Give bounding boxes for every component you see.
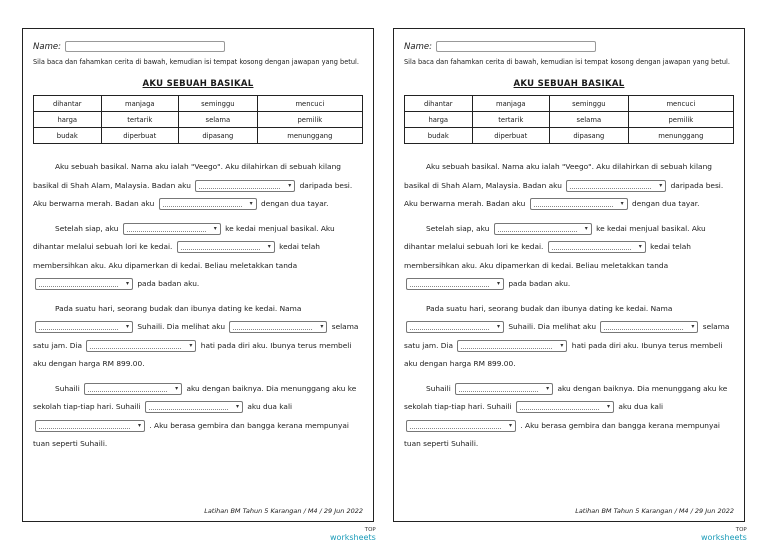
chevron-down-icon: ▾: [620, 200, 624, 207]
brand-logo: [701, 526, 747, 542]
chevron-down-icon: ▾: [288, 181, 292, 189]
worksheet-right: [393, 28, 745, 522]
chevron-down-icon: ▾: [659, 181, 663, 189]
brand-logo: [330, 526, 376, 542]
word-cell: mencuci: [628, 96, 733, 112]
footer-text: Latihan BM Tahun 5 Karangan / M4 / 29 Jun 2022: [575, 507, 734, 515]
word-cell: menunggang: [628, 128, 733, 144]
answer-dropdown[interactable]: [35, 420, 145, 432]
answer-dropdown[interactable]: [548, 241, 646, 253]
footer-text: Latihan BM Tahun 5 Karangan / M4 / 29 Jun 2022: [204, 507, 363, 515]
logo-name-text: worksheets: [701, 533, 747, 542]
chevron-down-icon: ▾: [125, 280, 129, 287]
story-text-segment: aku dua kali: [247, 402, 293, 411]
logo-top-text: TOP: [735, 527, 747, 533]
logo-name-text: worksheets: [330, 533, 376, 542]
answer-dropdown[interactable]: [406, 278, 504, 290]
story-text-segment: Aku sebuah basikal. Nama aku ialah "Veego". Aku dilahirkan di sebuah kilang basikal di Shah Alam, Malaysia. Badan aku: [404, 162, 712, 190]
chevron-down-icon: ▾: [213, 224, 217, 232]
story-text: [404, 158, 734, 454]
name-label: Name:: [404, 42, 432, 52]
word-cell: harga: [405, 112, 473, 128]
paragraph-4: [404, 380, 734, 454]
answer-dropdown[interactable]: [457, 340, 567, 352]
word-cell: tertarik: [472, 112, 549, 128]
answer-dropdown[interactable]: [494, 223, 592, 235]
name-label: Name:: [33, 42, 61, 52]
word-cell: pemilik: [628, 112, 733, 128]
paragraph-3: [33, 300, 363, 374]
word-cell: dihantar: [405, 96, 473, 112]
answer-dropdown[interactable]: [35, 321, 133, 333]
story-text-segment: ke kedai menjual basikal. Aku dihantar melalui sebuah lori ke kedai.: [33, 223, 335, 251]
paragraph-2: [404, 220, 734, 294]
word-cell: budak: [405, 128, 473, 144]
answer-dropdown[interactable]: [84, 383, 182, 395]
answer-dropdown[interactable]: [516, 401, 614, 413]
word-cell: mencuci: [257, 96, 362, 112]
answer-dropdown[interactable]: [35, 278, 133, 290]
story-text-segment: Pada suatu hari, seorang budak dan ibunya dating ke kedai. Nama: [55, 303, 302, 313]
story-text-segment: selama satu jam. Dia: [404, 322, 730, 350]
answer-dropdown[interactable]: [145, 401, 243, 413]
chevron-down-icon: ▾: [137, 421, 141, 429]
word-cell: selama: [550, 112, 629, 128]
story-text-segment: hati pada diri aku. Ibunya terus membeli aku dengan harga RM 899.00.: [404, 340, 723, 368]
word-cell: manjaga: [101, 96, 178, 112]
worksheet-left: [22, 28, 374, 522]
table-row: [405, 128, 734, 144]
story-text: [33, 158, 363, 454]
story-text-segment: selama satu jam. Dia: [33, 322, 359, 350]
answer-dropdown[interactable]: [530, 198, 628, 210]
chevron-down-icon: ▾: [607, 403, 611, 410]
chevron-down-icon: ▾: [691, 323, 695, 330]
word-cell: seminggu: [179, 96, 258, 112]
chevron-down-icon: ▾: [496, 280, 500, 287]
chevron-down-icon: ▾: [267, 243, 271, 250]
word-cell: manjaga: [472, 96, 549, 112]
chevron-down-icon: ▾: [496, 323, 500, 330]
table-row: [405, 112, 734, 128]
story-text-segment: Suhaili: [55, 383, 80, 393]
chevron-down-icon: ▾: [638, 243, 642, 250]
instruction-text: Sila baca dan fahamkan cerita di bawah, kemudian isi tempat kosong dengan jawapan yang betul.: [404, 58, 730, 66]
word-table: [33, 95, 363, 144]
answer-dropdown[interactable]: [566, 180, 666, 192]
word-cell: seminggu: [550, 96, 629, 112]
word-cell: budak: [34, 128, 102, 144]
instruction-text: Sila baca dan fahamkan cerita di bawah, kemudian isi tempat kosong dengan jawapan yang betul.: [33, 58, 359, 66]
story-text-segment: kedai telah membersihkan aku. Aku dipamerkan di kedai. Beliau meletakkan tanda: [404, 242, 691, 270]
chevron-down-icon: ▾: [125, 323, 129, 330]
chevron-down-icon: ▾: [508, 421, 512, 429]
story-text-segment: . Aku berasa gembira dan bangga kerana mempunyai tuan seperti Suhaili.: [33, 420, 349, 448]
word-cell: tertarik: [101, 112, 178, 128]
table-row: [34, 96, 363, 112]
story-text-segment: daripada besi. Aku berwarna merah. Badan aku: [33, 180, 353, 208]
story-text-segment: dengan dua tayar.: [261, 199, 329, 208]
answer-dropdown[interactable]: [123, 223, 221, 235]
story-text-segment: Setelah siap, aku: [426, 223, 490, 233]
name-field[interactable]: [436, 41, 596, 52]
story-text-segment: Suhaili: [426, 383, 451, 393]
chevron-down-icon: ▾: [175, 384, 179, 392]
story-text-segment: daripada besi. Aku berwarna merah. Badan aku: [404, 180, 724, 208]
paragraph-1: [33, 158, 363, 214]
chevron-down-icon: ▾: [546, 384, 550, 392]
word-cell: menunggang: [257, 128, 362, 144]
chevron-down-icon: ▾: [249, 200, 253, 207]
table-row: [34, 128, 363, 144]
table-row: [405, 96, 734, 112]
answer-dropdown[interactable]: [406, 420, 516, 432]
paragraph-2: [33, 220, 363, 294]
answer-dropdown[interactable]: [600, 321, 698, 333]
story-text-segment: . Aku berasa gembira dan bangga kerana mempunyai tuan seperti Suhaili.: [404, 420, 720, 448]
story-text-segment: Pada suatu hari, seorang budak dan ibunya dating ke kedai. Nama: [426, 303, 673, 313]
word-cell: dihantar: [34, 96, 102, 112]
story-text-segment: Setelah siap, aku: [55, 223, 119, 233]
name-field[interactable]: [65, 41, 225, 52]
story-text-segment: hati pada diri aku. Ibunya terus membeli aku dengan harga RM 899.00.: [33, 340, 352, 368]
paragraph-4: [33, 380, 363, 454]
paragraph-1: [404, 158, 734, 214]
story-text-segment: Suhaili. Dia melihat aku: [508, 322, 597, 331]
word-cell: selama: [179, 112, 258, 128]
table-row: [34, 112, 363, 128]
story-text-segment: aku dengan baiknya. Dia menunggang aku ke sekolah tiap-tiap hari. Suhaili: [33, 383, 357, 411]
answer-dropdown[interactable]: [159, 198, 257, 210]
chevron-down-icon: ▾: [189, 341, 193, 349]
chevron-down-icon: ▾: [560, 341, 564, 349]
word-cell: diperbuat: [101, 128, 178, 144]
chevron-down-icon: ▾: [320, 323, 324, 330]
answer-dropdown[interactable]: [455, 383, 553, 395]
name-row: [404, 41, 734, 52]
story-text-segment: pada badan aku.: [508, 279, 571, 288]
answer-dropdown[interactable]: [195, 180, 295, 192]
word-cell: pemilik: [257, 112, 362, 128]
story-text-segment: dengan dua tayar.: [632, 199, 700, 208]
story-text-segment: aku dengan baiknya. Dia menunggang aku ke sekolah tiap-tiap hari. Suhaili: [404, 383, 728, 411]
word-cell: harga: [34, 112, 102, 128]
story-text-segment: ke kedai menjual basikal. Aku dihantar melalui sebuah lori ke kedai.: [404, 223, 706, 251]
word-cell: diperbuat: [472, 128, 549, 144]
story-text-segment: kedai telah membersihkan aku. Aku dipamerkan di kedai. Beliau meletakkan tanda: [33, 242, 320, 270]
story-text-segment: aku dua kali: [618, 402, 664, 411]
chevron-down-icon: ▾: [236, 403, 240, 410]
answer-dropdown[interactable]: [177, 241, 275, 253]
story-text-segment: pada badan aku.: [137, 279, 200, 288]
story-text-segment: Aku sebuah basikal. Nama aku ialah "Veego". Aku dilahirkan di sebuah kilang basikal di Shah Alam, Malaysia. Badan aku: [33, 162, 341, 190]
chevron-down-icon: ▾: [584, 224, 588, 232]
story-text-segment: Suhaili. Dia melihat aku: [137, 322, 226, 331]
logo-top-text: TOP: [364, 527, 376, 533]
word-cell: dipasang: [179, 128, 258, 144]
worksheet-title: AKU SEBUAH BASIKAL: [142, 79, 254, 89]
worksheet-title: AKU SEBUAH BASIKAL: [513, 79, 625, 89]
word-cell: dipasang: [550, 128, 629, 144]
name-row: [33, 41, 363, 52]
answer-dropdown[interactable]: [86, 340, 196, 352]
word-table: [404, 95, 734, 144]
paragraph-3: [404, 300, 734, 374]
answer-dropdown[interactable]: [229, 321, 327, 333]
answer-dropdown[interactable]: [406, 321, 504, 333]
